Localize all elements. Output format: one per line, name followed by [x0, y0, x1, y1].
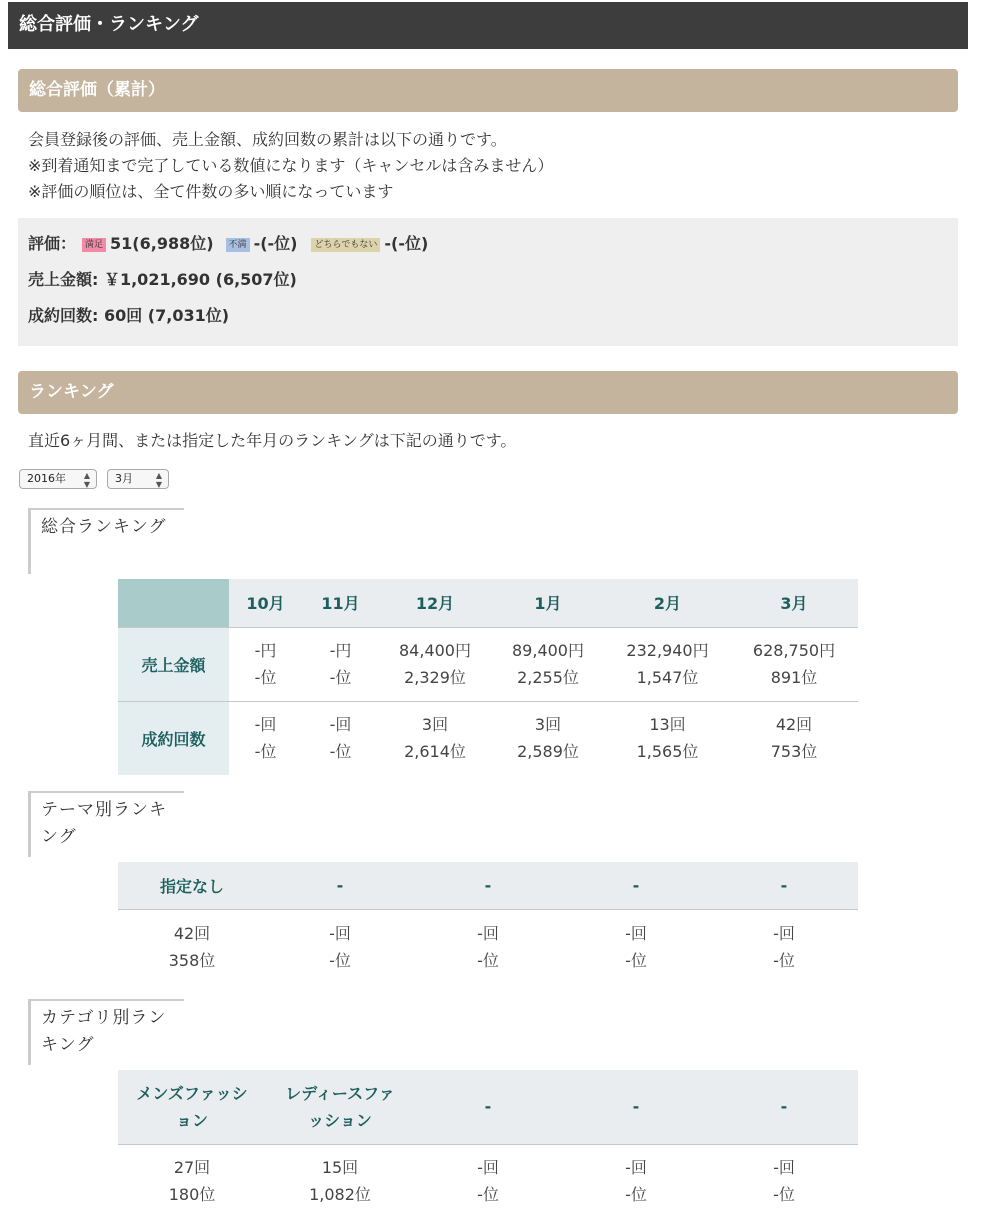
- satisfied-badge: 満足: [82, 238, 106, 252]
- deals-cell: 13回 1,565位: [636, 715, 699, 762]
- theme-header: -: [414, 862, 562, 909]
- year-select-value: 2016年: [27, 472, 66, 485]
- category-cell: 15回 1,082位: [309, 1158, 371, 1205]
- deals-cell: 3回 2,614位: [404, 715, 466, 762]
- category-ranking-table: [118, 1070, 858, 1218]
- month-select[interactable]: [107, 469, 169, 489]
- category-header: -: [414, 1070, 562, 1144]
- deals-cell: 3回 2,589位: [517, 715, 579, 762]
- page-title: 総合評価・ランキング: [8, 2, 968, 49]
- theme-cell: -回 -位: [625, 924, 647, 971]
- desc-line: ※評価の順位は、全て件数の多い順になっています: [28, 182, 394, 201]
- category-value-row: [118, 1144, 858, 1218]
- category-header: レディースファッション: [266, 1070, 414, 1144]
- ranking-description: 直近6ヶ月間、または指定した年月のランキングは下記の通りです。: [28, 431, 517, 450]
- theme-ranking-title: テーマ別ランキング: [28, 791, 184, 857]
- month-select-value: 3月: [115, 472, 133, 485]
- theme-cell: -回 -位: [773, 924, 795, 971]
- sales-cell: 84,400円 2,329位: [379, 627, 491, 701]
- category-header: -: [562, 1070, 710, 1144]
- deals-total-line: 成約回数: 60回 (7,031位): [28, 306, 230, 325]
- theme-cell: 42回 358位: [168, 924, 216, 971]
- deals-row-label: 成約回数: [118, 701, 229, 775]
- category-cell: -回 -位: [625, 1158, 647, 1205]
- theme-header: 指定なし: [118, 862, 266, 909]
- month-header: 10月: [229, 579, 302, 627]
- theme-header-row: [118, 862, 858, 909]
- neutral-value: -(-位): [384, 234, 429, 253]
- theme-ranking-table: [118, 862, 858, 985]
- dissatisfied-value: -(-位): [253, 234, 298, 253]
- theme-cell: -回 -位: [477, 924, 499, 971]
- select-arrows-icon: ▲ ▼: [155, 471, 162, 489]
- sales-cell: 89,400円 2,255位: [491, 627, 605, 701]
- sales-cell: 232,940円 1,547位: [605, 627, 730, 701]
- cumulative-section-header: 総合評価（累計）: [18, 69, 958, 112]
- month-header: 3月: [730, 579, 858, 627]
- deals-cell: -回 -位: [254, 715, 277, 762]
- header-corner: [118, 579, 229, 627]
- dissatisfied-badge: 不満: [226, 238, 250, 252]
- rating-label: 評価：: [28, 234, 77, 253]
- rating-line: [28, 230, 958, 266]
- sales-total-line: 売上金額: ￥1,021,690 (6,507位): [28, 270, 297, 289]
- category-header: -: [710, 1070, 858, 1144]
- category-cell: -回 -位: [477, 1158, 499, 1205]
- category-cell: 27回 180位: [168, 1158, 216, 1205]
- satisfied-value: 51(6,988位): [110, 234, 214, 253]
- overall-ranking-title: 総合ランキング: [28, 508, 184, 574]
- category-cell: -回 -位: [773, 1158, 795, 1205]
- theme-value-row: [118, 909, 858, 985]
- month-header: 12月: [379, 579, 491, 627]
- theme-header: -: [710, 862, 858, 909]
- month-header: 11月: [302, 579, 379, 627]
- category-ranking-title: カテゴリ別ランキング: [28, 999, 184, 1065]
- sales-cell: -円 -位: [302, 627, 379, 701]
- overall-ranking-table: [118, 579, 858, 775]
- select-arrows-icon: ▲ ▼: [83, 471, 90, 489]
- sales-cell: -円 -位: [229, 627, 302, 701]
- month-header-row: [118, 579, 858, 627]
- neutral-badge: どちらでもない: [311, 238, 380, 252]
- deals-row: [118, 701, 858, 775]
- summary-box: [18, 218, 958, 346]
- theme-header: -: [266, 862, 414, 909]
- desc-line: 会員登録後の評価、売上金額、成約回数の累計は以下の通りです。: [28, 130, 507, 149]
- ranking-section-header: ランキング: [18, 371, 958, 414]
- deals-cell: -回 -位: [329, 715, 352, 762]
- theme-cell: -回 -位: [329, 924, 351, 971]
- theme-header: -: [562, 862, 710, 909]
- month-header: 1月: [491, 579, 605, 627]
- category-header-row: [118, 1070, 858, 1144]
- category-header: メンズファッション: [118, 1070, 266, 1144]
- deals-cell: 42回 753位: [770, 715, 818, 762]
- year-select[interactable]: [19, 469, 97, 489]
- cumulative-description: [28, 127, 553, 205]
- month-header: 2月: [605, 579, 730, 627]
- sales-row: [118, 627, 858, 701]
- sales-cell: 628,750円 891位: [730, 627, 858, 701]
- desc-line: ※到着通知まで完了している数値になります（キャンセルは含みません）: [28, 156, 554, 175]
- sales-row-label: 売上金額: [118, 627, 229, 701]
